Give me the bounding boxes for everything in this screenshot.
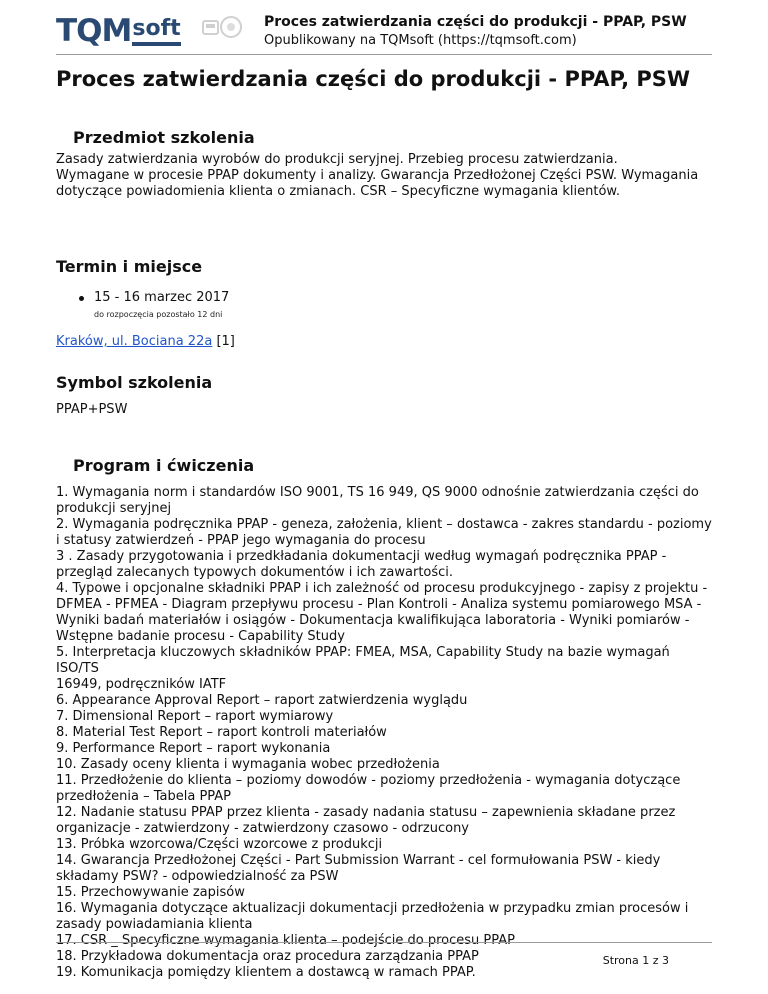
page-header: [0, 0, 768, 56]
header-title: Proces zatwierdzania części do produkcji - PPAP, PSW: [264, 14, 687, 30]
program-line: i statusy zatwierdzeń - PPAP jego wymagania do procesu: [56, 533, 426, 548]
program-line: przedłożenia – Tabela PPAP: [56, 789, 232, 804]
location-ref: [1]: [212, 334, 235, 349]
program-line: Wstępne badanie procesu - Capability Study: [56, 629, 345, 644]
subject-heading: Przedmiot szkolenia: [73, 128, 255, 147]
date-item: 15 - 16 marzec 2017: [74, 290, 474, 306]
program-line: 9. Performance Report – raport wykonania: [56, 741, 331, 756]
program-line: 3 . Zasady przygotowania i przedkładania dokumentacji według wymagań podręcznika PPAP -: [56, 549, 667, 564]
subject-text: [56, 152, 698, 200]
program-line: organizacje - zatwierdzony - zatwierdzony czasowo - odrzucony: [56, 821, 469, 836]
program-line: 16949, podręczników IATF: [56, 677, 227, 692]
program-line: 19. Komunikacja pomiędzy klientem a dostawcą w ramach PPAP.: [56, 965, 476, 980]
program-line: DFMEA - PFMEA - Diagram przepływu procesu - Plan Kontroli - Analiza systemu pomiarowego MSA -: [56, 597, 702, 612]
program-line: 12. Nadanie statusu PPAP przez klienta - zasady nadania statusu – zapewnienia składane przez: [56, 805, 676, 820]
program-line: 13. Próbka wzorcowa/Części wzorcowe z produkcji: [56, 837, 383, 852]
header-published: Opublikowany na TQMsoft (https://tqmsoft.com): [264, 33, 577, 48]
page-number: Strona 1 z 3: [602, 954, 669, 967]
logo-main-text: TQM: [56, 13, 132, 49]
program-line: Wyniki badań materiałów i osiągów - Dokumentacja kwalifikująca laboratoria - Wyniki pomiarów -: [56, 613, 690, 628]
location: [56, 334, 235, 350]
tqmsoft-logo: [56, 14, 181, 50]
program-line: 11. Przedłożenie do klienta – poziomy dowodów - poziomy przedłożenia - wymagania dotyczące: [56, 773, 681, 788]
header-divider: [56, 54, 712, 55]
program-line: 14. Gwarancja Przedłożonej Części - Part Submission Warrant - cel formułowania PSW - kiedy: [56, 853, 661, 868]
term-heading: Termin i miejsce: [56, 257, 203, 276]
program-line: 5. Interpretacja kluczowych składników PPAP: FMEA, MSA, Capability Study na bazie wymagań ISO/TS: [56, 645, 670, 676]
page-title: Proces zatwierdzania części do produkcji - PPAP, PSW: [56, 67, 691, 91]
logo-device-icon: [202, 14, 242, 40]
program-line: 10. Zasady oceny klienta i wymagania wobec przedłożenia: [56, 757, 440, 772]
footer-divider: [56, 942, 712, 943]
program-line: 2. Wymagania podręcznika PPAP - geneza, założenia, klient – dostawca - zakres standardu - poziomy: [56, 517, 712, 532]
subject-line: Wymagane w procesie PPAP dokumenty i analizy. Gwarancja Przedłożonej Części PSW. Wymagania: [56, 168, 699, 183]
program-line: 17. CSR _ Specyficzne wymagania klienta – podejście do procesu PPAP: [56, 933, 515, 948]
symbol-value: PPAP+PSW: [56, 402, 128, 417]
program-line: 4. Typowe i opcjonalne składniki PPAP i ich zależność od procesu produkcyjnego - zapisy z projektu -: [56, 581, 708, 596]
subject-line: dotyczące powiadomienia klienta o zmianach. CSR – Specyficzne wymagania klientów.: [56, 184, 620, 199]
program-heading: Program i ćwiczenia: [73, 456, 255, 475]
program-line: 15. Przechowywanie zapisów: [56, 885, 245, 900]
program-line: 1. Wymagania norm i standardów ISO 9001, TS 16 949, QS 9000 odnośnie zatwierdzania części do: [56, 485, 699, 500]
program-line: 6. Appearance Approval Report – raport zatwierdzenia wyglądu: [56, 693, 468, 708]
program-line: 7. Dimensional Report – raport wymiarowy: [56, 709, 334, 724]
subject-line: Zasady zatwierdzania wyrobów do produkcji seryjnej. Przebieg procesu zatwierdzania.: [56, 152, 618, 167]
symbol-heading: Symbol szkolenia: [56, 373, 213, 392]
days-remaining: do rozpoczęcia pozostało 12 dni: [94, 310, 223, 319]
program-line: 16. Wymagania dotyczące aktualizacji dokumentacji przedłożenia w przypadku zmian procesów i: [56, 901, 689, 916]
program-line: przegląd zalecanych typowych dokumentów i ich zawartości.: [56, 565, 454, 580]
program-list: [56, 485, 716, 981]
logo-underline: [132, 42, 180, 46]
program-line: składamy PSW? - odpowiedzialność za PSW: [56, 869, 339, 884]
location-link[interactable]: Kraków, ul. Bociana 22a: [56, 334, 213, 349]
logo-sub-text: soft: [132, 16, 181, 41]
program-line: produkcji seryjnej: [56, 501, 172, 516]
program-line: 8. Material Test Report – raport kontroli materiałów: [56, 725, 387, 740]
program-line: 18. Przykładowa dokumentacja oraz procedura zarządzania PPAP: [56, 949, 479, 964]
term-list: [74, 290, 474, 320]
program-line: zasady powiadamiania klienta: [56, 917, 253, 932]
